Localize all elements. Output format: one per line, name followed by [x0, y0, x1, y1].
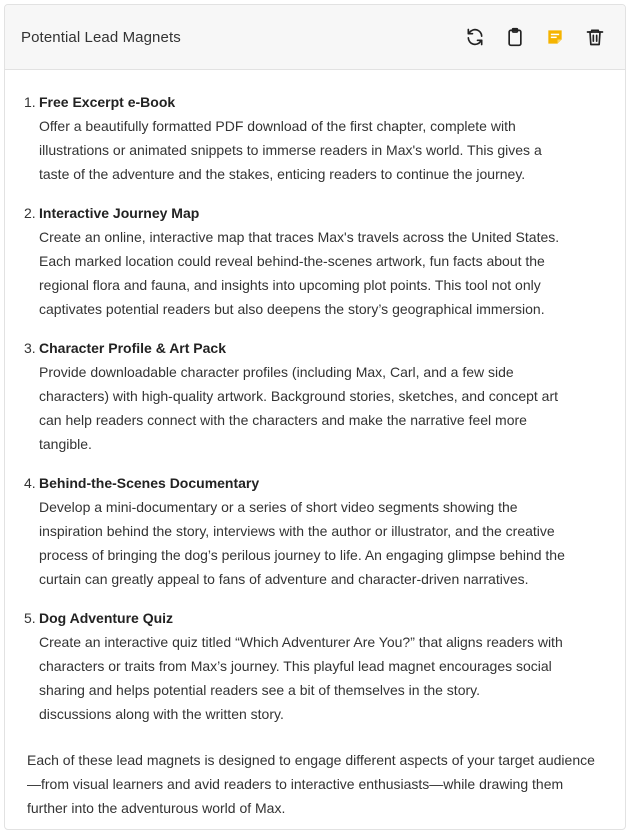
item-number: 2.	[24, 205, 36, 221]
item-trailing-text: discussions along with the written story.	[39, 706, 284, 722]
item-description: Provide downloadable character profiles (including Max, Carl, and a few side characters) with high-quality artwork. Background stories, sketches, and concept art can help readers connect with the characters and make the narrative feel more tangible.	[39, 364, 559, 452]
delete-button[interactable]	[583, 25, 607, 49]
item-title: Free Excerpt e-Book	[39, 94, 176, 110]
copy-button[interactable]	[503, 25, 527, 49]
item-body	[39, 201, 611, 321]
item-body	[39, 90, 611, 186]
item-description: Create an interactive quiz titled “Which Adventurer Are You?” that aligns readers with characters or traits from Max’s journey. This playful lead magnet encourages social sharing and helps potential readers see a bit of themselves in the story.	[39, 634, 563, 698]
clipboard-icon	[505, 27, 525, 47]
item-number: 4.	[24, 475, 36, 491]
item-description: Develop a mini-documentary or a series of short video segments showing the inspiration behind the story, interviews with the author or illustrator, and the creative process of bringing the dog’s perilous journey to life. An engaging glimpse behind the curtain can greatly appeal to fans of adventure and character-driven narratives.	[39, 499, 565, 587]
item-description: Offer a beautifully formatted PDF download of the first chapter, complete with illustrations or animated snippets to immerse readers in Max's world. This gives a taste of the adventure and the stakes, enticing readers to continue the journey.	[39, 118, 542, 182]
card-header	[5, 5, 625, 70]
lead-magnets-card	[4, 4, 626, 830]
regenerate-button[interactable]	[463, 25, 487, 49]
summary-paragraph: Each of these lead magnets is designed to engage different aspects of your target audience—from visual learners and avid readers to interactive enthusiasts—while drawing them further into the adventurous world of Max.	[27, 752, 595, 816]
note-button[interactable]	[543, 25, 567, 49]
card-title: Potential Lead Magnets	[21, 28, 181, 46]
list-item	[24, 471, 611, 591]
sticky-note-icon	[545, 27, 565, 47]
item-title: Character Profile & Art Pack	[39, 340, 226, 356]
item-number: 3.	[24, 340, 36, 356]
refresh-icon	[465, 27, 485, 47]
item-body	[39, 471, 611, 591]
lead-magnet-list	[24, 90, 611, 726]
item-number: 5.	[24, 610, 36, 626]
item-body	[39, 336, 611, 456]
item-title: Behind-the-Scenes Documentary	[39, 475, 260, 491]
item-description: Create an online, interactive map that traces Max's travels across the United States. Each marked location could reveal behind-the-scenes artwork, fun facts about the regional flora and fauna, and insights into upcoming plot points. This tool not only captivates potential readers but also deepens the story’s geographical immersion.	[39, 229, 560, 317]
list-item	[24, 336, 611, 456]
item-title: Interactive Journey Map	[39, 205, 200, 221]
trash-icon	[585, 27, 605, 47]
toolbar	[463, 25, 607, 49]
list-item	[24, 201, 611, 321]
list-item	[24, 90, 611, 186]
card-content	[5, 70, 625, 820]
item-number: 1.	[24, 94, 36, 110]
item-body	[39, 606, 611, 726]
item-title: Dog Adventure Quiz	[39, 610, 174, 626]
list-item	[24, 606, 611, 726]
